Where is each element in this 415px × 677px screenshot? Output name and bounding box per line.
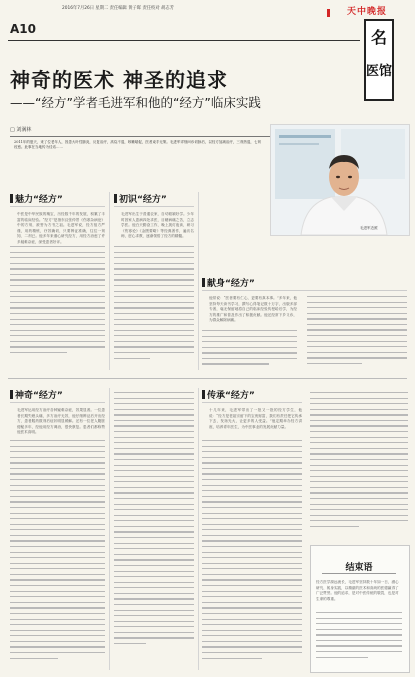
conclusion-filler xyxy=(316,612,402,668)
section-text-devotion: 他常说：“医者要有仁心，更要有真本事。”多年来，他坚持每天读书学习，撰写心得笔记数十万字，出版多部专著，毫无保留地将自己的临床经验传授给后学，为经方的推广和普及作出了积极贡献。他还经常下乡义诊，为群众解除病痛。 xyxy=(209,296,297,323)
text-filler-miracle-a xyxy=(10,440,105,670)
section-label-char-1: 名 xyxy=(370,28,387,47)
column-divider xyxy=(109,388,110,670)
section-text-charm: 中医是中华民族的瑰宝，历经数千年的发展，积累了丰富的临床经验。“经方”是指东汉张仲景《伤寒杂病论》中的方剂，被誉为方书之祖。毛进军说，经方组方严谨，用药精炼，疗效确切，只要辨证准确，往往一剂知、二剂已。他多年来潜心研究经方，用经方治愈了许多疑难杂症，深受患者好评。 xyxy=(17,212,105,244)
text-filler-first xyxy=(114,246,194,370)
section-title-miracle: 神奇“经方” xyxy=(10,388,63,401)
column-divider xyxy=(198,388,199,670)
column-divider xyxy=(109,192,110,370)
byline: □ 刘满林 xyxy=(10,127,32,133)
conclusion-rule xyxy=(322,573,396,574)
title-marker xyxy=(10,194,13,203)
section-title-heritage: 传承“经方” xyxy=(202,388,255,401)
text-filler-heritage xyxy=(202,440,302,670)
text-filler-miracle-b xyxy=(114,392,194,670)
conclusion-title: 结束语 xyxy=(345,563,373,573)
text-filler-devotion-b xyxy=(307,296,407,372)
subheadline: ——“经方”学者毛进军和他的“经方”临床实践 xyxy=(10,95,261,110)
title-marker xyxy=(202,390,205,399)
portrait-photo xyxy=(270,124,410,236)
page-number: A10 xyxy=(10,22,36,36)
lead-paragraph: 2011年的夏天，来了位老年人，因患大叶性肺炎，反复治疗，高烧不退，咳嗽喘促，医者束手无策。毛进军详细问诊切脉后，以经方加减治疗，三剂热退，七剂痊愈。此事在当地传为佳话…… xyxy=(14,140,261,150)
section-text-heritage: 十几年来，毛进军带出了一批又一批的经方学生，他说：“经方是老祖宗留下的宝贵财富，我们有责任把它传承下去，发扬光大，让更多的人受益。”他定期举办经方讲座，培养青年医生，为中医事业的发展贡献力量。 xyxy=(209,408,302,429)
newspaper-logo: 天中晚报 xyxy=(346,7,387,17)
text-filler-charm xyxy=(10,246,105,366)
headline: 神奇的医术 神圣的追求 xyxy=(10,68,228,92)
text-filler-devotion-a xyxy=(202,330,297,370)
section-rule xyxy=(10,402,105,403)
title-marker xyxy=(202,278,205,287)
section-rule xyxy=(202,290,407,291)
photo-caption: 毛进军近照 xyxy=(360,226,378,230)
section-rule xyxy=(10,206,105,207)
portrait-illustration xyxy=(271,125,409,235)
section-rule xyxy=(114,206,194,207)
date-line: 2016年7月26日 星期二 责任编辑 黄子晖 责任校对 胡志芳 xyxy=(62,6,174,11)
column-divider xyxy=(198,192,199,370)
section-title-devotion: 献身“经方” xyxy=(202,276,255,289)
section-text-first: 毛进军出生于普通农家，自幼聪颖好学。少年时因家人患病四处求医，目睹病痛之苦，立志学医。他白天勤奋工作，晚上挑灯夜读，研习《伤寒论》《金匮要略》等经典著作，遍访名师，虚心求教，逐渐领悟了经方的精髓。 xyxy=(121,212,194,239)
section-text-miracle: 毛进军运用经方治疗各种疑难杂症，效果显著。一位患者长期失眠头痛，多方治疗无效，他仔细辨证后开出经方，患者服药数剂后症状明显缓解。还有一位老人腹胀便秘多年，经他用经方调治，很快康复。患者们都称赞他医术高明。 xyxy=(17,408,105,435)
text-filler-heritage-b xyxy=(310,392,408,540)
section-title-first: 初识“经方” xyxy=(114,192,167,205)
section-title-charm: 魅力“经方” xyxy=(10,192,63,205)
title-marker xyxy=(10,390,13,399)
section-rule xyxy=(202,402,302,403)
title-marker xyxy=(114,194,117,203)
section-label xyxy=(364,19,394,101)
horizontal-divider xyxy=(8,378,407,379)
conclusion-text: 经方医学源远流长，毛进军坚持数十年如一日，潜心研究、躬身实践，以精湛的医术和高尚的医德赢得了广泛赞誉。他的追求，是对中医传统的敬畏，也是对生命的尊重。 xyxy=(316,580,399,601)
section-label-char-2: 医馆 xyxy=(366,64,393,79)
masthead-rule xyxy=(8,40,360,41)
